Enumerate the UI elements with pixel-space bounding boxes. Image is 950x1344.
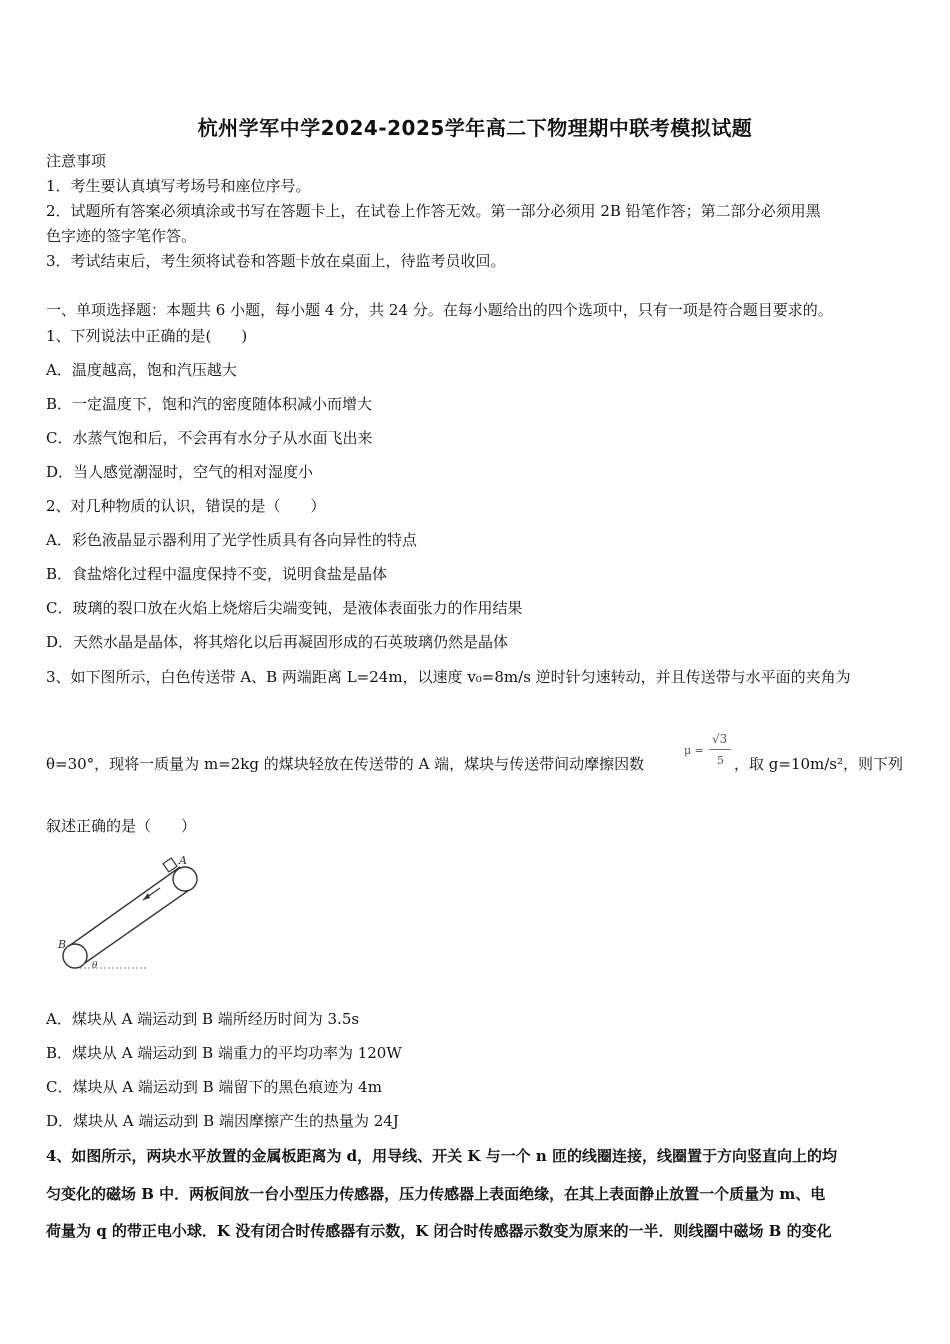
question-1-option-c: C．水蒸气饱和后，不会再有水分子从水面飞出来 — [46, 429, 373, 447]
arrow-head — [143, 893, 150, 900]
question-2-option-d: D．天然水晶是晶体，将其熔化以后再凝固形成的石英玻璃仍然是晶体 — [46, 633, 509, 651]
notice-heading: 注意事项 — [46, 152, 107, 170]
label-a: A — [179, 854, 187, 867]
question-4-line: 匀变化的磁场 B 中．两板间放一台小型压力传感器，压力传感器上表面绝缘，在其上表面静止放置一个质量为 m、电 — [46, 1185, 826, 1203]
question-3-stem-line3: 叙述正确的是（ ） — [46, 817, 197, 835]
question-3-stem-line1: 3、如下图所示，白色传送带 A、B 两端距离 L=24m，以速度 v₀=8m/s 逆时针匀速转动，并且传送带与水平面的夹角为 — [46, 668, 851, 686]
conveyor-belt-figure — [50, 848, 220, 978]
notice-item: 1．考生要认真填写考场号和座位序号。 — [46, 177, 311, 195]
question-4-line: 4、如图所示，两块水平放置的金属板距离为 d，用导线、开关 K 与一个 n 匝的线圈连接，线圈置于方向竖直向上的均 — [46, 1147, 837, 1165]
pulley-a — [173, 867, 197, 891]
question-4-line: 荷量为 q 的带正电小球．K 没有闭合时传感器有示数，K 闭合时传感器示数变为原来的一半．则线圈中磁场 B 的变化 — [46, 1222, 832, 1240]
question-2-option-a: A．彩色液晶显示器利用了光学性质具有各向异性的特点 — [46, 531, 417, 549]
question-3-option-a: A．煤块从 A 端运动到 B 端所经历时间为 3.5s — [46, 1010, 360, 1028]
question-3-stem-line2-end: ，取 g=10m/s²，则下列 — [734, 755, 904, 773]
question-2-option-c: C．玻璃的裂口放在火焰上烧熔后尖端变钝，是液体表面张力的作用结果 — [46, 599, 523, 617]
question-1-stem: 1、下列说法中正确的是( ) — [46, 327, 248, 345]
mu-symbol: μ = — [684, 744, 704, 757]
belt-top — [69, 867, 180, 946]
question-3-stem-text: θ=30°，现将一质量为 m=2kg 的煤块轻放在传送带的 A 端，煤块与传送带间动摩擦因数 — [46, 755, 645, 773]
question-3-option-c: C．煤块从 A 端运动到 B 端留下的黑色痕迹为 4m — [46, 1078, 382, 1096]
question-3-option-b: B．煤块从 A 端运动到 B 端重力的平均功率为 120W — [46, 1044, 402, 1062]
belt-bottom — [82, 888, 192, 965]
pulley-b — [63, 944, 87, 968]
notice-item: 色字迹的签字笔作答。 — [46, 227, 197, 245]
page-title: 杭州学军中学2024-2025学年高二下物理期中联考模拟试题 — [197, 116, 753, 140]
fraction-bar — [709, 749, 731, 750]
question-1-option-a: A．温度越高，饱和汽压越大 — [46, 361, 237, 379]
question-1-option-b: B．一定温度下，饱和汽的密度随体积减小而增大 — [46, 395, 373, 413]
label-theta: θ — [92, 961, 98, 971]
question-3-stem-line2 — [46, 755, 644, 773]
question-2-stem: 2、对几种物质的认识，错误的是（ ） — [46, 497, 326, 515]
question-2-option-b: B．食盐熔化过程中温度保持不变，说明食盐是晶体 — [46, 565, 388, 583]
notice-item: 3．考试结束后，考生须将试卷和答题卡放在桌面上，待监考员收回。 — [46, 252, 506, 270]
question-1-option-d: D．当人感觉潮湿时，空气的相对湿度小 — [46, 463, 314, 481]
mu-denominator: 5 — [717, 754, 724, 767]
section-heading: 一、单项选择题：本题共 6 小题，每小题 4 分，共 24 分。在每小题给出的四个选项中，只有一项是符合题目要求的。 — [46, 301, 833, 319]
notice-item: 2．试题所有答案必须填涂或书写在答题卡上，在试卷上作答无效。第一部分必须用 2B 铅笔作答；第二部分必须用黑 — [46, 202, 821, 220]
label-b: B — [58, 938, 67, 951]
mu-numerator: √3 — [712, 732, 728, 746]
question-3-option-d: D．煤块从 A 端运动到 B 端因摩擦产生的热量为 24J — [46, 1112, 399, 1130]
